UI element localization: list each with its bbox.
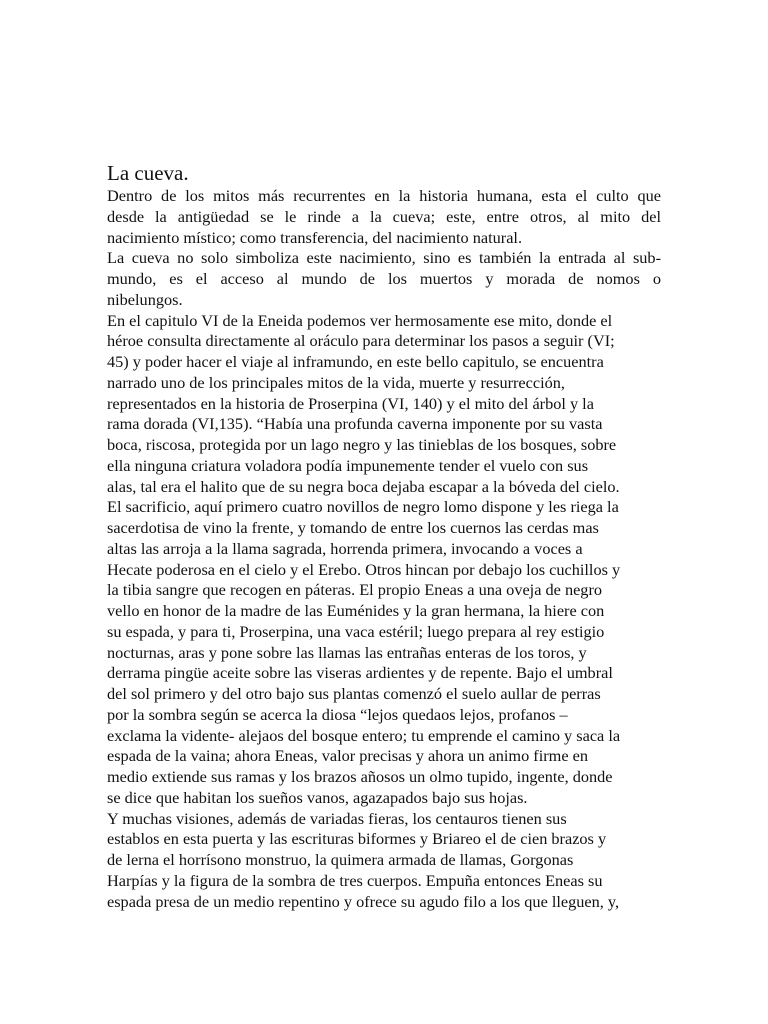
text-line: exclama la vidente- alejaos del bosque entero; tu emprende el camino y saca la xyxy=(107,725,621,745)
text-line: Dentro de los mitos más recurrentes en la historia humana, esta el culto que xyxy=(107,186,661,205)
text-line: narrado uno de los principales mitos de la vida, muerte y resurrección, xyxy=(107,372,565,392)
text-line: Harpías y la figura de la sombra de tres cuerpos. Empuña entonces Eneas su xyxy=(107,870,603,890)
text-line: la tibia sangre que recogen en páteras. El propio Eneas a una oveja de negro xyxy=(107,580,603,600)
text-line: héroe consulta directamente al oráculo para determinar los pasos a seguir (VI; xyxy=(107,331,615,351)
text-line: En el capitulo VI de la Eneida podemos ver hermosamente ese mito, donde el xyxy=(107,310,613,330)
text-line: del sol primero y del otro bajo sus plantas comenzó el suelo aullar de perras xyxy=(107,684,601,703)
text-line: 45) y poder hacer el viaje al inframundo, en este bello capitulo, se encuentra xyxy=(107,352,604,371)
text-line: altas las arroja a la llama sagrada, horrenda primera, invocando a voces a xyxy=(107,538,583,558)
text-line: representados en la historia de Proserpina (VI, 140) y el mito del árbol y la xyxy=(107,393,594,413)
text-line: su espada, y para ti, Proserpina, una vaca estéril; luego prepara al rey estigio xyxy=(107,621,605,641)
text-line: nibelungos. xyxy=(107,289,183,309)
text-line: medio extiende sus ramas y los brazos añosos un olmo tupido, ingente, donde xyxy=(107,767,613,786)
text-line: desde la antigüedad se le rinde a la cueva; este, entre otros, al mito del xyxy=(107,206,661,226)
text-line: boca, riscosa, protegida por un lago negro y las tinieblas de los bosques, sobre xyxy=(107,435,617,454)
text-line: nacimiento místico; como transferencia, del nacimiento natural. xyxy=(107,227,523,247)
text-line: ella ninguna criatura voladora podía impunemente tender el vuelo con sus xyxy=(107,455,589,475)
text-line: se dice que habitan los sueños vanos, agazapados bajo sus hojas. xyxy=(107,787,528,807)
text-line: por la sombra según se acerca la diosa “lejos quedaos lejos, profanos – xyxy=(107,704,568,724)
text-line: Hecate poderosa en el cielo y el Erebo. Otros hincan por debajo los cuchillos y xyxy=(107,559,621,579)
document-body xyxy=(107,160,661,912)
text-line: nocturnas, aras y pone sobre las llamas las entrañas enteras de los toros, y xyxy=(107,642,587,662)
text-line: alas, tal era el halito que de su negra boca dejaba escapar a la bóveda del cielo. xyxy=(107,476,620,496)
text-line: espada de la vaina; ahora Eneas, valor precisas y ahora un animo firme en xyxy=(107,746,588,766)
text-line: espada presa de un medio repentino y ofrece su agudo filo a los que lleguen, y, xyxy=(107,891,620,911)
text-line: sacerdotisa de vino la frente, y tomando de entre los cuernos las cerdas mas xyxy=(107,518,599,537)
document-text xyxy=(107,186,661,912)
text-line: Y muchas visiones, además de variadas fieras, los centauros tienen sus xyxy=(107,808,567,828)
text-line: vello en honor de la madre de las Euménides y la gran hermana, la hiere con xyxy=(107,601,605,620)
document-title: La cueva. xyxy=(107,161,189,185)
text-line: de lerna el horrísono monstruo, la quimera armada de llamas, Gorgonas xyxy=(107,850,574,869)
text-line: derrama pingüe aceite sobre las viseras ardientes y de repente. Bajo el umbral xyxy=(107,663,613,683)
text-line: establos en esta puerta y las escrituras biformes y Briareo el de cien brazos y xyxy=(107,829,607,849)
text-line: El sacrificio, aquí primero cuatro novillos de negro lomo dispone y les riega la xyxy=(107,497,619,517)
text-line: mundo, es el acceso al mundo de los muertos y morada de nomos o xyxy=(107,269,661,288)
text-line: rama dorada (VI,135). “Había una profunda caverna imponente por su vasta xyxy=(107,414,603,434)
text-line: La cueva no solo simboliza este nacimiento, sino es también la entrada al sub- xyxy=(107,248,661,268)
